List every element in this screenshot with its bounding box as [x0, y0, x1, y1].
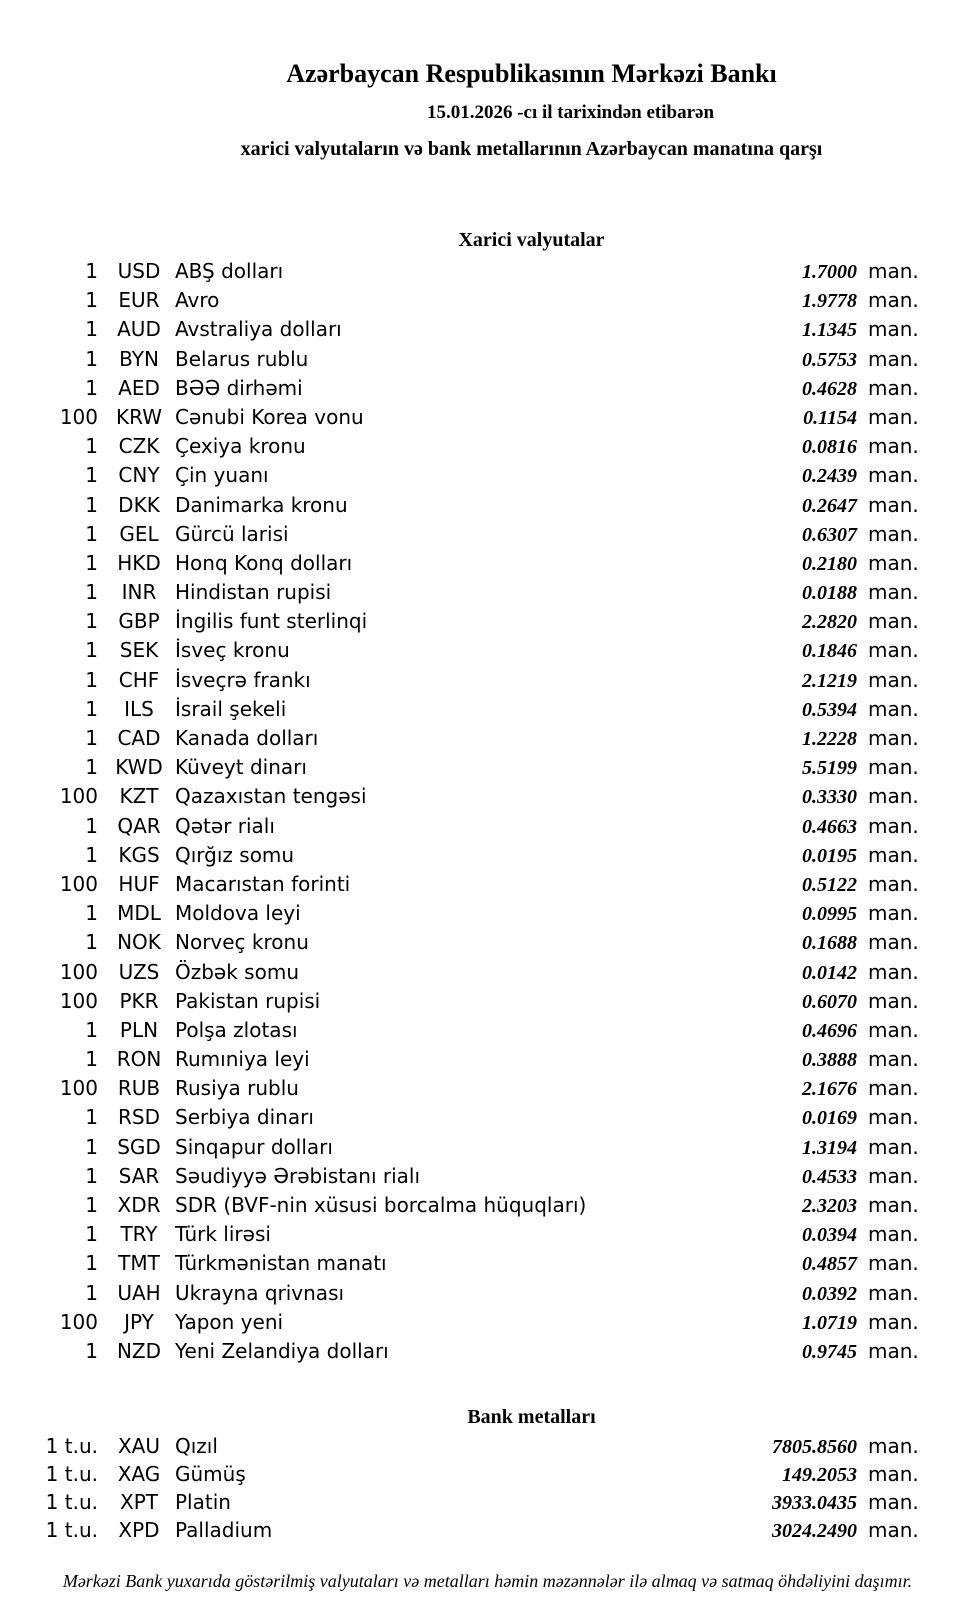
unit-cell: man.: [868, 842, 919, 867]
table-row: [0, 1220, 975, 1249]
currency-code-cell: ILS: [124, 696, 154, 721]
quantity-cell: 100: [59, 404, 98, 429]
currency-code-cell: GEL: [119, 521, 159, 546]
table-row: [0, 491, 975, 520]
unit-cell: man.: [868, 580, 919, 605]
table-row: [0, 987, 975, 1016]
rate-cell: 2.1219: [802, 669, 857, 692]
currency-code-cell: HUF: [118, 871, 160, 896]
currency-name-cell: Rumıniya leyi: [175, 1047, 310, 1072]
quantity-cell: 100: [59, 959, 98, 984]
unit-cell: man.: [868, 463, 919, 488]
currency-name-cell: İsrail şekeli: [175, 696, 287, 721]
table-row: [0, 899, 975, 928]
rate-cell: 0.5394: [802, 698, 857, 721]
rate-cell: 1.7000: [802, 261, 857, 283]
table-row: [0, 636, 975, 665]
unit-cell: man.: [868, 755, 919, 780]
rate-cell: 3933.0435: [772, 1492, 857, 1515]
quantity-cell: 1: [85, 1105, 98, 1130]
table-row: [0, 1460, 975, 1488]
metals-section-title: Bank metalları: [467, 1406, 596, 1429]
table-row: [0, 345, 975, 374]
table-row: [0, 1191, 975, 1220]
currency-code-cell: XAG: [117, 1462, 161, 1487]
table-row: [0, 1516, 975, 1544]
unit-cell: man.: [868, 346, 919, 371]
rate-cell: 0.4663: [802, 815, 857, 838]
table-row: [0, 1337, 975, 1366]
currency-name-cell: SDR (BVF-nin xüsusi borcalma hüquqları): [175, 1193, 587, 1217]
rate-cell: 1.9778: [802, 290, 857, 313]
table-row: [0, 286, 975, 315]
quantity-cell: 1: [85, 259, 98, 283]
unit-cell: man.: [868, 317, 919, 342]
unit-cell: man.: [868, 1462, 919, 1487]
currency-name-cell: Yapon yeni: [175, 1309, 284, 1334]
rate-cell: 0.5753: [802, 348, 857, 371]
currency-name-cell: Norveç kronu: [175, 930, 309, 955]
quantity-cell: 1: [85, 1134, 98, 1159]
quantity-cell: 100: [59, 784, 98, 809]
table-row: [0, 1133, 975, 1162]
table-row: [0, 432, 975, 461]
table-row: [0, 1162, 975, 1191]
table-row: [0, 695, 975, 724]
quantity-cell: 1 t.u.: [45, 1462, 98, 1487]
quantity-cell: 1: [85, 813, 98, 838]
unit-cell: man.: [868, 784, 919, 809]
currency-code-cell: XPT: [120, 1490, 158, 1515]
currency-code-cell: USD: [117, 259, 161, 283]
rate-cell: 5.5199: [802, 757, 857, 780]
unit-cell: man.: [868, 696, 919, 721]
currency-code-cell: GBP: [118, 609, 160, 634]
table-row: [0, 257, 975, 286]
currency-name-cell: İsveçrə frankı: [175, 667, 311, 692]
currency-name-cell: Qızıl: [175, 1434, 218, 1459]
currency-name-cell: İngilis funt sterlinqi: [175, 609, 368, 634]
quantity-cell: 1: [85, 375, 98, 400]
table-row: [0, 403, 975, 432]
unit-cell: man.: [868, 1047, 919, 1072]
unit-cell: man.: [868, 1105, 919, 1130]
currency-code-cell: KZT: [119, 784, 159, 809]
unit-cell: man.: [868, 404, 919, 429]
currency-code-cell: MDL: [117, 901, 161, 926]
rate-cell: 3024.2490: [772, 1520, 857, 1543]
table-row: [0, 1016, 975, 1045]
rate-cell: 1.2228: [802, 728, 857, 750]
unit-cell: man.: [868, 434, 919, 459]
table-row: [0, 1279, 975, 1308]
currency-code-cell: CNY: [118, 463, 160, 488]
currency-name-cell: Gürcü larisi: [175, 521, 289, 546]
currency-code-cell: DKK: [118, 492, 160, 517]
unit-cell: man.: [868, 1017, 919, 1042]
currency-name-cell: Qətər rialı: [175, 813, 275, 838]
currency-code-cell: XDR: [117, 1193, 161, 1217]
rate-cell: 0.6307: [802, 523, 857, 546]
quantity-cell: 100: [59, 1076, 98, 1101]
quantity-cell: 1: [85, 1338, 98, 1363]
currency-code-cell: PKR: [119, 988, 159, 1013]
currency-code-cell: QAR: [117, 813, 161, 838]
quantity-cell: 1: [85, 1163, 98, 1188]
currency-code-cell: KRW: [116, 404, 162, 429]
quantity-cell: 1: [85, 550, 98, 575]
rate-cell: 0.2439: [802, 465, 857, 488]
currency-code-cell: TMT: [118, 1251, 160, 1276]
currency-name-cell: Özbək somu: [175, 959, 299, 984]
table-row: [0, 666, 975, 695]
table-row: [0, 520, 975, 549]
currency-name-cell: Qazaxıstan tengəsi: [175, 784, 367, 809]
currency-name-cell: Ukrayna qrivnası: [175, 1280, 345, 1305]
currency-code-cell: SAR: [118, 1163, 160, 1188]
table-row: [0, 1045, 975, 1074]
quantity-cell: 1: [85, 1251, 98, 1276]
rate-cell: 0.1688: [802, 932, 857, 955]
unit-cell: man.: [868, 726, 919, 750]
currency-code-cell: TRY: [120, 1222, 158, 1247]
quantity-cell: 1: [85, 609, 98, 634]
quantity-cell: 1: [85, 288, 98, 313]
rate-cell: 0.0394: [802, 1224, 857, 1247]
table-row: [0, 549, 975, 578]
metals-table: [0, 1432, 975, 1544]
unit-cell: man.: [868, 901, 919, 926]
effective-date-line: 15.01.2026 -cı il tarixindən etibarən: [426, 102, 715, 123]
currency-code-cell: EUR: [118, 288, 160, 313]
currency-name-cell: Polşa zlotası: [175, 1017, 298, 1042]
unit-cell: man.: [868, 1280, 919, 1305]
unit-cell: man.: [868, 1518, 919, 1543]
unit-cell: man.: [868, 375, 919, 400]
currency-code-cell: RON: [116, 1047, 162, 1072]
currency-name-cell: Kanada dolları: [175, 726, 319, 750]
unit-cell: man.: [868, 492, 919, 517]
currencies-section-title: Xarici valyutalar: [458, 229, 605, 251]
quantity-cell: 1 t.u.: [45, 1434, 98, 1459]
quantity-cell: 1: [85, 1017, 98, 1042]
currency-name-cell: Səudiyyə Ərəbistanı rialı: [175, 1163, 421, 1188]
quantity-cell: 1: [85, 1047, 98, 1072]
rate-cell: 149.2053: [782, 1464, 857, 1487]
table-row: [0, 607, 975, 636]
currency-code-cell: RSD: [118, 1105, 160, 1130]
quantity-cell: 1: [85, 842, 98, 867]
unit-cell: man.: [868, 288, 919, 313]
rate-cell: 1.3194: [802, 1136, 857, 1159]
rate-cell: 2.1676: [802, 1078, 857, 1101]
table-row: [0, 812, 975, 841]
quantity-cell: 100: [59, 871, 98, 896]
quantity-cell: 1: [85, 638, 98, 663]
currency-code-cell: XPD: [118, 1518, 160, 1543]
rate-cell: 2.2820: [802, 611, 857, 634]
currency-name-cell: Palladium: [175, 1518, 273, 1543]
quantity-cell: 1: [85, 1193, 98, 1217]
currency-name-cell: Türkmənistan manatı: [175, 1251, 387, 1276]
quantity-cell: 1: [85, 317, 98, 342]
rate-cell: 2.3203: [802, 1195, 857, 1217]
currency-name-cell: Avro: [175, 288, 220, 313]
currency-name-cell: Serbiya dinarı: [175, 1105, 314, 1130]
currency-code-cell: INR: [121, 580, 157, 605]
currency-name-cell: Çexiya kronu: [175, 434, 306, 459]
currency-name-cell: Sinqapur dolları: [175, 1134, 333, 1159]
table-row: [0, 782, 975, 811]
currencies-table: [0, 257, 975, 1366]
currency-code-cell: JPY: [124, 1309, 154, 1334]
table-row: [0, 1074, 975, 1103]
table-row: [0, 1488, 975, 1516]
quantity-cell: 1 t.u.: [45, 1518, 98, 1543]
currency-code-cell: NOK: [117, 930, 161, 955]
unit-cell: man.: [868, 638, 919, 663]
unit-cell: man.: [868, 1251, 919, 1276]
rate-cell: 7805.8560: [772, 1436, 857, 1459]
quantity-cell: 1: [85, 492, 98, 517]
unit-cell: man.: [868, 667, 919, 692]
table-row: [0, 958, 975, 987]
currencies-section: [0, 228, 975, 1366]
unit-cell: man.: [868, 1193, 919, 1217]
currency-name-cell: Hindistan rupisi: [175, 580, 332, 605]
rate-cell: 0.0188: [802, 582, 857, 605]
rate-cell: 0.2647: [802, 494, 857, 517]
currency-name-cell: BƏƏ dirhəmi: [175, 375, 303, 400]
currency-name-cell: Danimarka kronu: [175, 492, 348, 517]
currency-code-cell: SGD: [117, 1134, 161, 1159]
currency-code-cell: NZD: [116, 1338, 162, 1363]
currency-name-cell: Avstraliya dolları: [175, 317, 342, 342]
currency-name-cell: Yeni Zelandiya dolları: [175, 1338, 389, 1363]
quantity-cell: 1: [85, 667, 98, 692]
rate-cell: 0.9745: [802, 1340, 857, 1363]
table-row: [0, 374, 975, 403]
currency-name-cell: Gümüş: [175, 1462, 246, 1487]
table-row: [0, 461, 975, 490]
rate-cell: 0.1846: [802, 640, 857, 663]
currency-name-cell: Moldova leyi: [175, 901, 301, 926]
unit-cell: man.: [868, 521, 919, 546]
unit-cell: man.: [868, 1222, 919, 1247]
document-header: [88, 0, 975, 161]
unit-cell: man.: [868, 988, 919, 1013]
table-row: [0, 1249, 975, 1278]
unit-cell: man.: [868, 813, 919, 838]
currency-code-cell: CAD: [117, 726, 161, 750]
unit-cell: man.: [868, 1163, 919, 1188]
rate-cell: 0.4696: [802, 1019, 857, 1042]
quantity-cell: 100: [59, 988, 98, 1013]
unit-cell: man.: [868, 1490, 919, 1515]
currency-name-cell: Macarıstan forinti: [175, 871, 351, 896]
table-row: [0, 870, 975, 899]
rate-cell: 0.3330: [802, 786, 857, 809]
table-row: [0, 1103, 975, 1132]
currency-code-cell: UZS: [118, 959, 160, 984]
rate-cell: 0.4857: [802, 1253, 857, 1276]
quantity-cell: 1: [85, 434, 98, 459]
unit-cell: man.: [868, 871, 919, 896]
currency-name-cell: Belarus rublu: [175, 346, 309, 371]
currency-name-cell: Rusiya rublu: [175, 1076, 299, 1101]
currency-code-cell: CZK: [118, 434, 160, 459]
rate-cell: 0.0995: [802, 903, 857, 926]
currency-code-cell: KWD: [115, 755, 163, 780]
currency-name-cell: İsveç kronu: [175, 638, 290, 663]
table-row: [0, 928, 975, 957]
table-row: [0, 315, 975, 344]
table-row: [0, 578, 975, 607]
rate-cell: 0.4628: [802, 377, 857, 400]
currency-name-cell: Qırğız somu: [175, 842, 295, 867]
rate-cell: 0.2180: [802, 552, 857, 575]
table-row: [0, 1308, 975, 1337]
quantity-cell: 100: [59, 1309, 98, 1334]
unit-cell: man.: [868, 1338, 919, 1363]
quantity-cell: 1: [85, 521, 98, 546]
rate-cell: 1.1345: [802, 319, 857, 342]
table-row: [0, 1432, 975, 1460]
currency-name-cell: Küveyt dinarı: [175, 755, 307, 780]
rate-cell: 0.6070: [802, 990, 857, 1013]
currency-code-cell: AUD: [117, 317, 161, 342]
quantity-cell: 1: [85, 726, 98, 750]
metals-section: [0, 1405, 975, 1544]
currency-code-cell: RUB: [117, 1076, 161, 1101]
currency-code-cell: KGS: [118, 842, 160, 867]
currency-code-cell: PLN: [119, 1017, 159, 1042]
currency-code-cell: HKD: [117, 550, 161, 575]
unit-cell: man.: [868, 259, 919, 283]
quantity-cell: 1: [85, 346, 98, 371]
table-row: [0, 724, 975, 753]
page-subtitle: xarici valyutaların və bank metallarının Azərbaycan manatına qarşı: [240, 138, 823, 160]
currency-name-cell: Honq Konq dolları: [175, 550, 353, 575]
currency-code-cell: CHF: [118, 667, 160, 692]
currency-name-cell: Pakistan rupisi: [175, 988, 321, 1013]
rate-cell: 0.3888: [802, 1049, 857, 1072]
rate-cell: 0.0392: [802, 1282, 857, 1305]
rate-cell: 0.5122: [802, 873, 857, 896]
currency-name-cell: Cənubi Korea vonu: [175, 404, 364, 429]
quantity-cell: 1: [85, 901, 98, 926]
currency-code-cell: UAH: [117, 1280, 161, 1305]
rate-cell: 0.0816: [802, 436, 857, 459]
currency-code-cell: BYN: [119, 346, 159, 371]
currency-name-cell: ABŞ dolları: [175, 259, 284, 283]
unit-cell: man.: [868, 930, 919, 955]
currency-code-cell: XAU: [117, 1434, 161, 1459]
quantity-cell: 1 t.u.: [45, 1490, 98, 1515]
quantity-cell: 1: [85, 755, 98, 780]
unit-cell: man.: [868, 959, 919, 984]
table-row: [0, 753, 975, 782]
quantity-cell: 1: [85, 463, 98, 488]
currency-code-cell: SEK: [119, 638, 159, 663]
quantity-cell: 1: [85, 1280, 98, 1305]
quantity-cell: 1: [85, 1222, 98, 1247]
rate-cell: 0.1154: [803, 406, 857, 429]
page-title: Azərbaycan Respublikasının Mərkəzi Bankı: [286, 59, 777, 88]
rate-cell: 1.0719: [802, 1311, 857, 1334]
table-row: [0, 841, 975, 870]
currency-name-cell: Çin yuanı: [175, 463, 269, 488]
rate-cell: 0.4533: [802, 1165, 857, 1188]
currency-code-cell: AED: [118, 375, 160, 400]
disclaimer-text: Mərkəzi Bank yuxarıda göstərilmiş valyutaları və metalları həmin məzənnələr ilə almaq və satmaq öhdəliyini daşımır.: [62, 1571, 913, 1592]
rate-cell: 0.0195: [802, 844, 857, 867]
unit-cell: man.: [868, 550, 919, 575]
unit-cell: man.: [868, 1434, 919, 1459]
quantity-cell: 1: [85, 930, 98, 955]
unit-cell: man.: [868, 1309, 919, 1334]
currency-name-cell: Türk lirəsi: [175, 1222, 271, 1247]
unit-cell: man.: [868, 1076, 919, 1101]
rate-cell: 0.0142: [802, 961, 857, 984]
currency-name-cell: Platin: [175, 1490, 231, 1515]
unit-cell: man.: [868, 1134, 919, 1159]
quantity-cell: 1: [85, 580, 98, 605]
quantity-cell: 1: [85, 696, 98, 721]
rate-cell: 0.0169: [802, 1107, 857, 1130]
unit-cell: man.: [868, 609, 919, 634]
